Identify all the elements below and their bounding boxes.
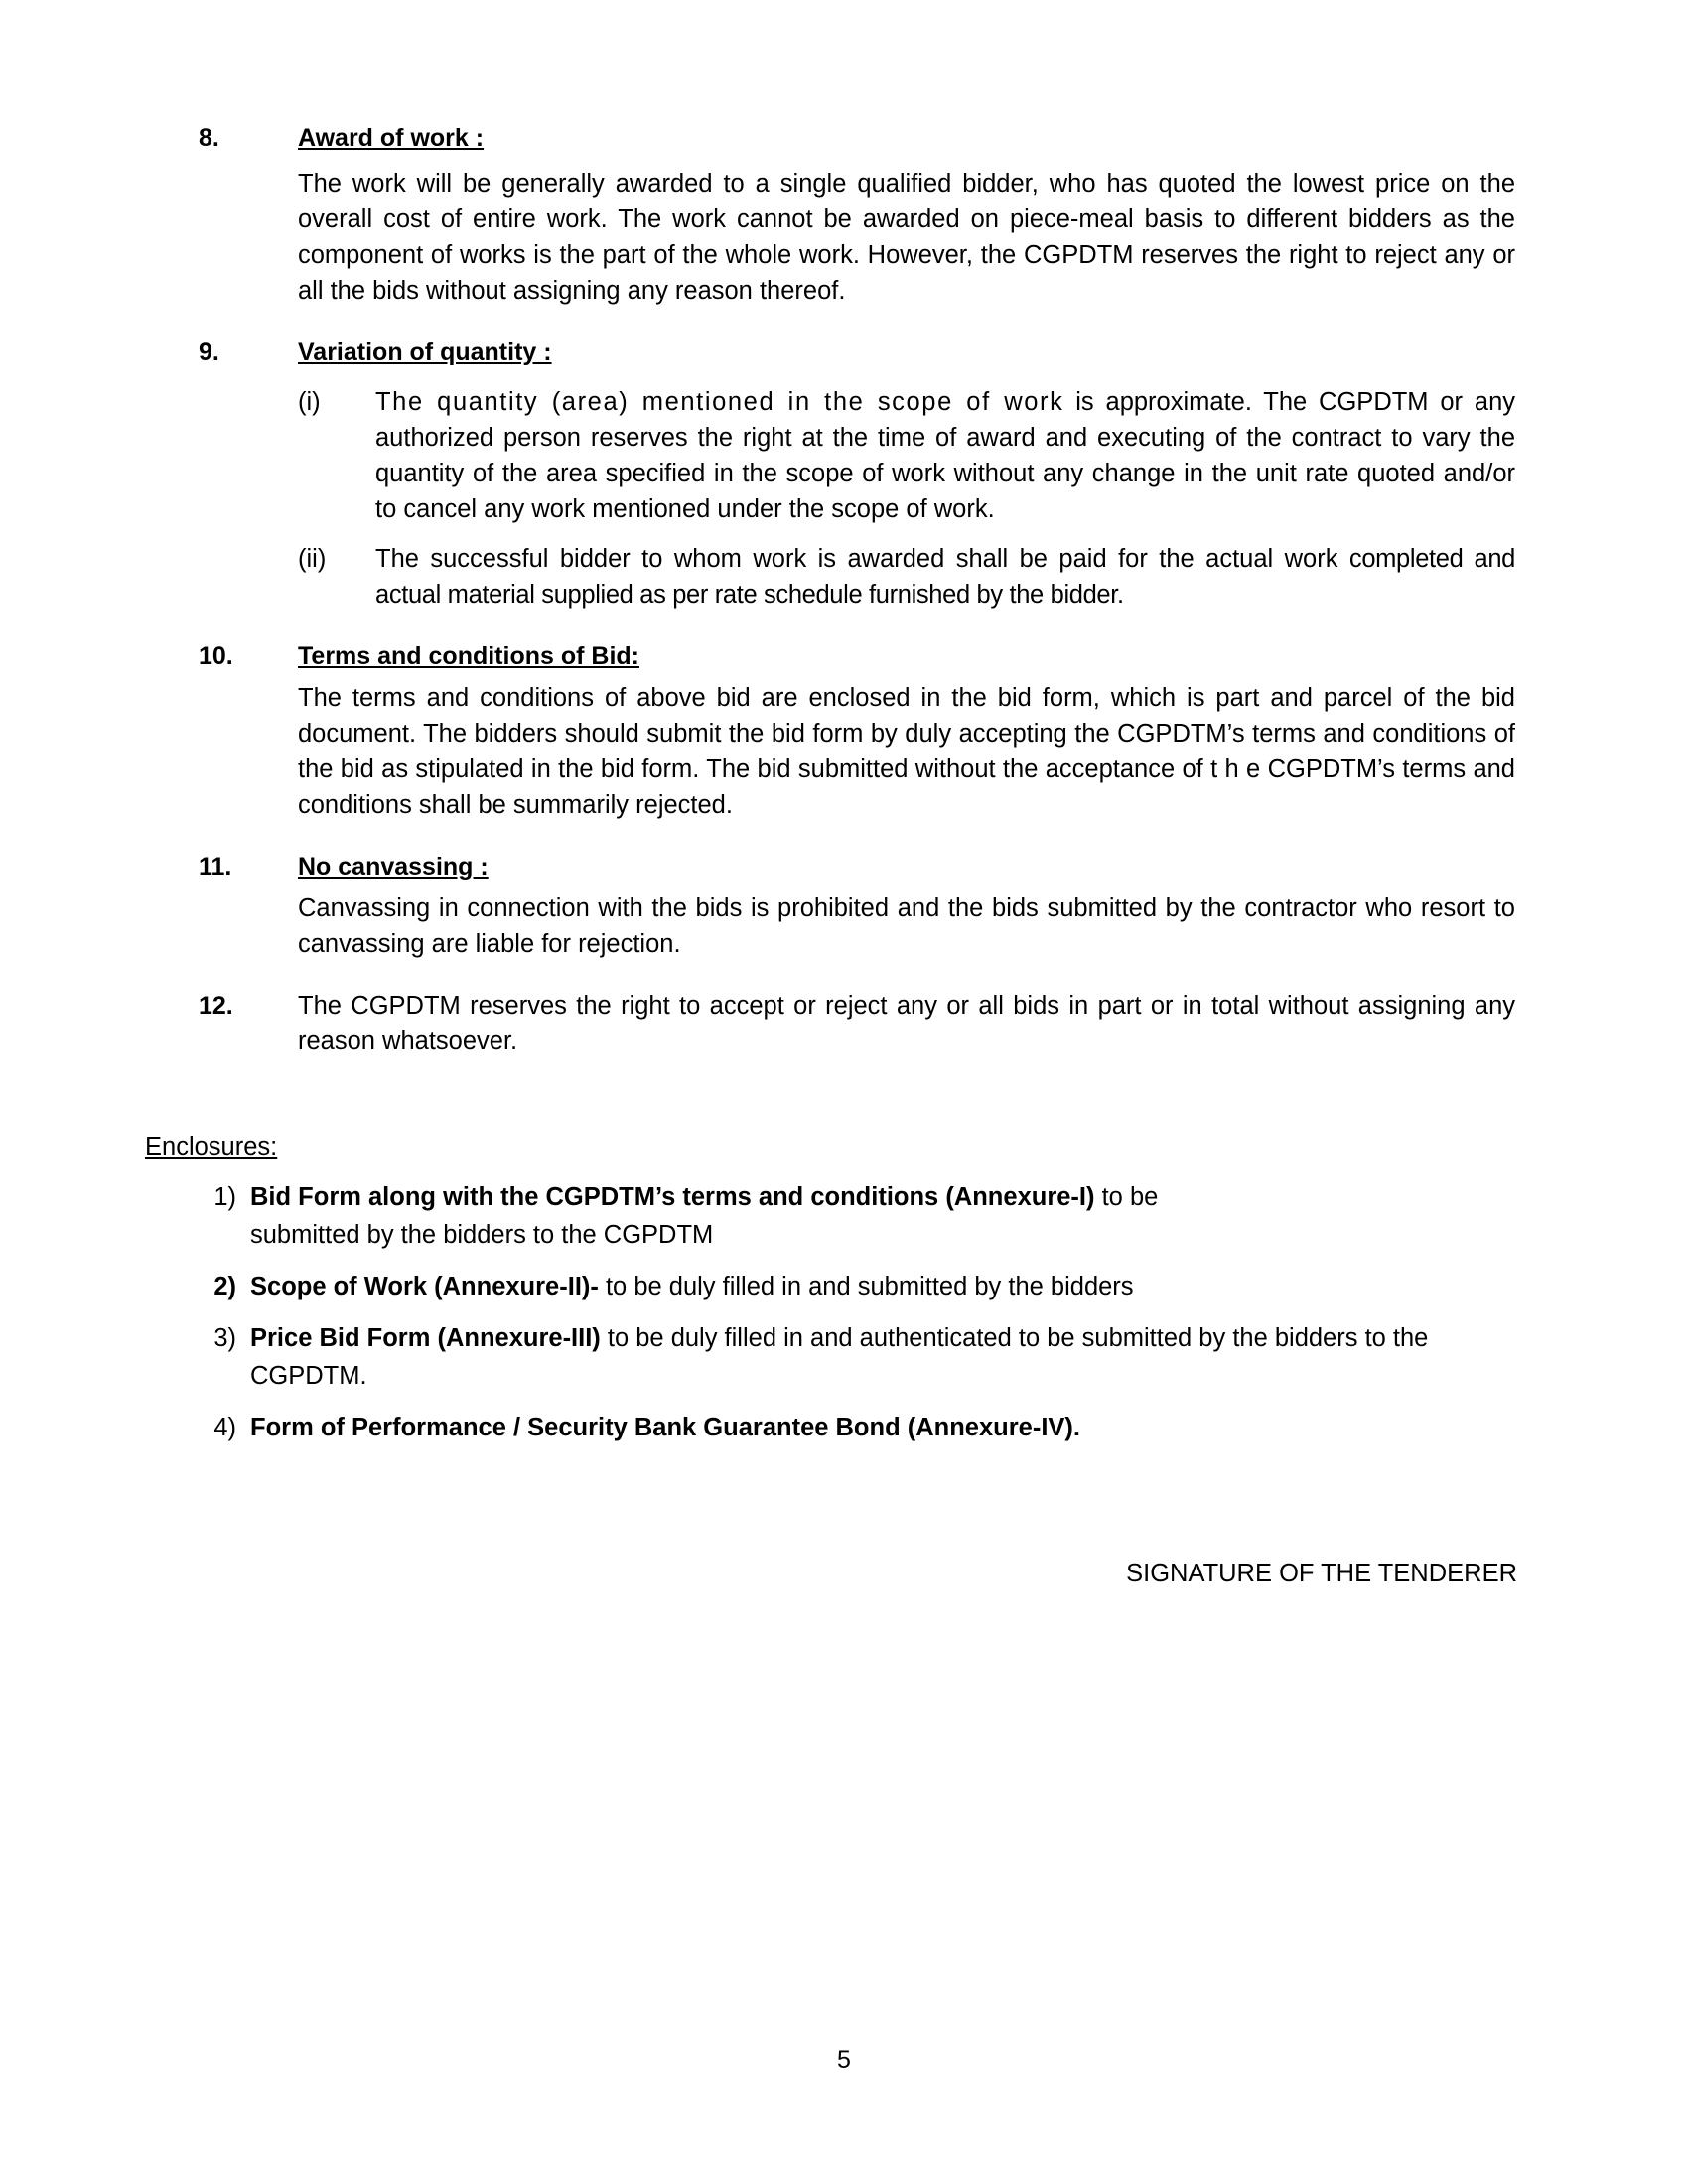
clause-12-number: 12. xyxy=(199,992,233,1020)
clause-11-heading: No canvassing : xyxy=(298,853,489,881)
enclosure-2-bold: Scope of Work (Annexure-II)- xyxy=(250,1273,599,1300)
clause-8-body: The work will be generally awarded to a single qualified bidder, who has quoted the lowest price on the overall cost of entire work. The work cannot be awarded on piece-meal basis to different bidders as the component of works is the part of the whole work. However, the CGPDTM reserves the right to reject any or all the bids without assigning any reason thereof. xyxy=(298,170,1515,305)
clause-8-heading: Award of work : xyxy=(298,124,485,152)
clause-9-number: 9. xyxy=(199,339,219,366)
enclosure-4-bold: Form of Performance / Security Bank Guarantee Bond (Annexure-IV). xyxy=(250,1414,1081,1441)
enclosure-1-normal: to be xyxy=(1094,1183,1159,1211)
clause-12-body: The CGPDTM reserves the right to accept or reject any or all bids in part or in total without assigning any reason whatsoever. xyxy=(298,992,1515,1055)
enclosure-2-normal: to be duly filled in and submitted by the bidders xyxy=(598,1273,1134,1300)
clause-9-sub-text-ii xyxy=(375,541,1515,613)
clause-11-number: 11. xyxy=(199,853,232,881)
enclosure-3-bold: Price Bid Form (Annexure-III) xyxy=(250,1324,601,1352)
clause-11-heading-row xyxy=(199,849,1519,885)
enclosure-1-number: 1) xyxy=(213,1183,236,1211)
enclosure-2-text xyxy=(250,1268,1515,1305)
clause-9-sub-text-i-lead: The quantity (area) mentioned in the scope of work xyxy=(375,388,1064,416)
clause-10-heading: Terms and conditions of Bid: xyxy=(298,642,639,670)
clause-9-sub-label-ii: (ii) xyxy=(298,545,327,573)
enclosure-1-bold: Bid Form along with the CGPDTM’s terms and conditions (Annexure-I) xyxy=(250,1183,1095,1211)
enclosures-section xyxy=(145,1129,1519,1446)
enclosure-3-normal: to be duly filled in and authenticated to be submitted by the bidders to the CGPDTM. xyxy=(250,1324,1429,1390)
enclosures-title: Enclosures: xyxy=(145,1133,278,1160)
clause-9-sub-item-i xyxy=(298,384,1519,527)
clause-9-sub-text-i-rest: is approximate. The CGPDTM or any authorized person reserves the right at the time of award and executing of the contract to vary the quantity of the area specified in the scope of work without any change in the unit rate quoted and/or to cancel any work mentioned under the scope of work. xyxy=(375,388,1515,523)
enclosure-1-text xyxy=(250,1178,1515,1254)
clause-9-sub-item-ii xyxy=(298,541,1519,613)
clause-10-heading-row xyxy=(199,638,1519,674)
page-number: 5 xyxy=(837,2046,851,2074)
enclosure-4-number: 4) xyxy=(213,1414,236,1441)
enclosure-item-1 xyxy=(199,1178,1519,1254)
enclosure-item-2 xyxy=(199,1268,1519,1305)
clause-8-number: 8. xyxy=(199,124,219,152)
enclosure-3-text xyxy=(250,1319,1515,1395)
clause-9-sub-text-ii-lead: The successful bidder to whom work is awarded shall be paid for the actual work xyxy=(375,545,1349,573)
enclosure-item-3 xyxy=(199,1319,1519,1395)
clause-11-body: Canvassing in connection with the bids is prohibited and the bids submitted by the contractor who resort to canvassing are liable for rejection. xyxy=(298,894,1515,958)
enclosure-1-line2: submitted by the bidders to the CGPDTM xyxy=(250,1221,714,1249)
clause-9-sub-text-ii-rest: completed and actual material supplied as per rate schedule furnished by the bidder. xyxy=(375,545,1516,609)
clause-9-heading-row xyxy=(199,335,1519,370)
clause-9-sub-label-i: (i) xyxy=(298,388,321,416)
signature-line: SIGNATURE OF THE TENDERER xyxy=(1126,1560,1517,1587)
clause-10-number: 10. xyxy=(199,642,233,670)
enclosure-4-text xyxy=(250,1409,1515,1446)
enclosure-3-number: 3) xyxy=(213,1324,236,1352)
enclosure-item-4 xyxy=(199,1409,1519,1446)
enclosure-2-number: 2) xyxy=(213,1273,236,1300)
clause-10-body: The terms and conditions of above bid are enclosed in the bid form, which is part and parcel of the bid document. The bidders should submit the bid form by duly accepting the CGPDTM’s terms and conditions of the bid as stipulated in the bid form. The bid submitted without the acceptance of t h e CGPDTM’s terms and conditions shall be summarily rejected. xyxy=(298,684,1515,819)
clause-12-row xyxy=(199,988,1519,1059)
clause-9-sub-text-i xyxy=(375,384,1515,527)
clause-8-heading-row xyxy=(199,120,1519,156)
clause-9-heading: Variation of quantity : xyxy=(298,339,552,366)
